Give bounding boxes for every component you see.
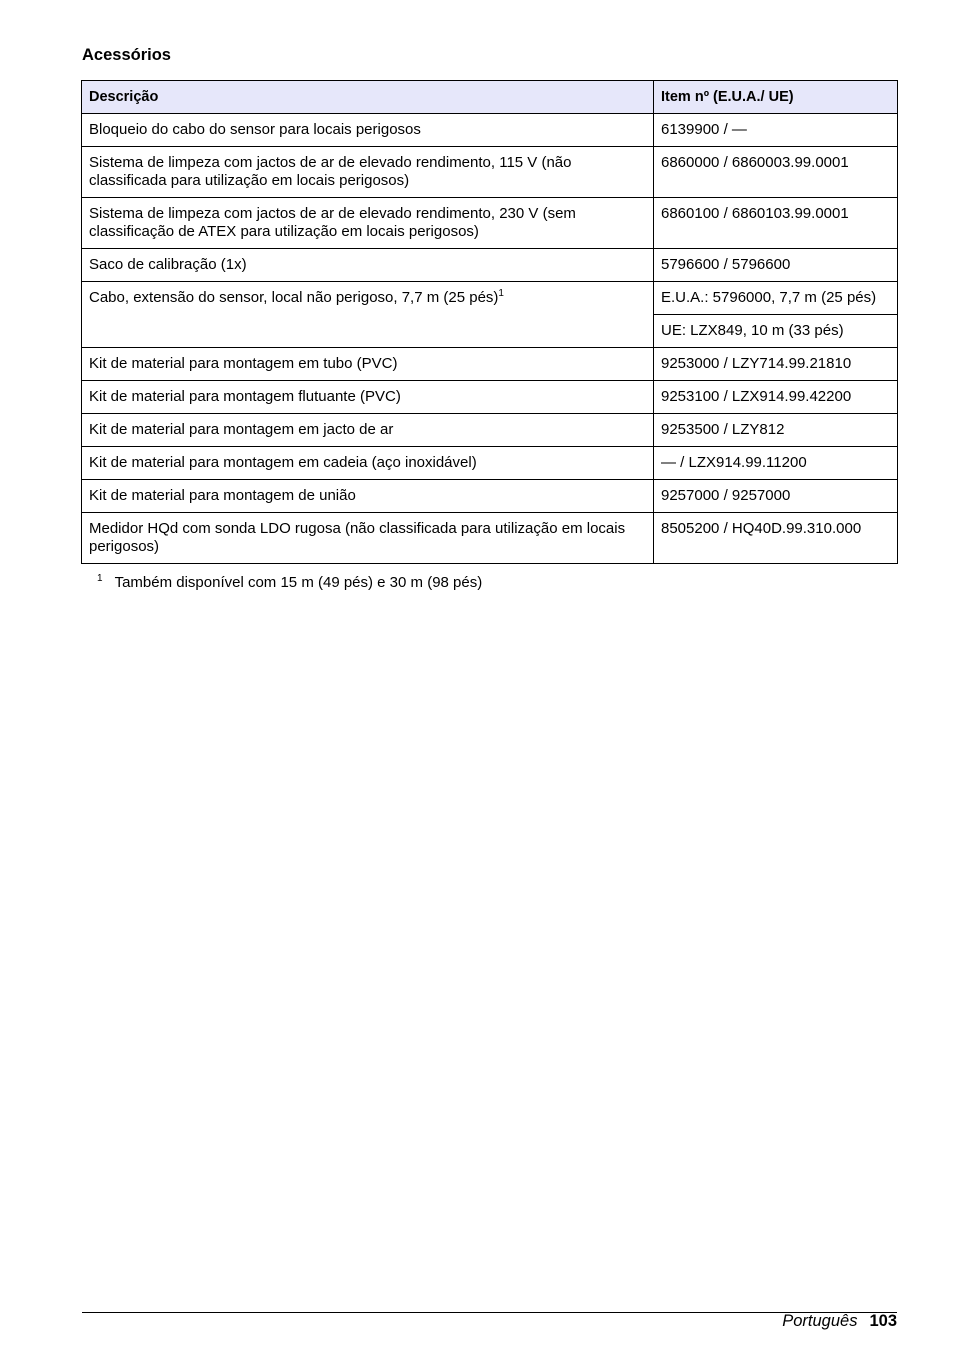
table-row [82,198,898,249]
row-item-number: — / LZX914.99.11200 [654,447,898,480]
table-row [82,414,898,447]
row-description: Kit de material para montagem flutuante (PVC) [82,381,654,414]
row-description: Kit de material para montagem de união [82,480,654,513]
row-description-text: Cabo, extensão do sensor, local não perigoso, 7,7 m (25 pés) [89,289,499,306]
row-item-number: 5796600 / 5796600 [654,249,898,282]
row-item-number: 9253000 / LZY714.99.21810 [654,348,898,381]
table-row [82,513,898,564]
accessories-table [81,80,898,564]
row-description: Sistema de limpeza com jactos de ar de elevado rendimento, 115 V (não classificada para utilização em locais perigosos) [82,147,654,198]
table-row [82,282,898,315]
table-row [82,249,898,282]
row-item-number: 6860000 / 6860003.99.0001 [654,147,898,198]
row-description: Kit de material para montagem em jacto de ar [82,414,654,447]
page-number: 103 [869,1312,897,1330]
row-description [82,282,654,348]
row-item-number: 9253100 / LZX914.99.42200 [654,381,898,414]
footer-language: Português [782,1312,858,1330]
row-item-number: 8505200 / HQ40D.99.310.000 [654,513,898,564]
table-row [82,114,898,147]
table-row [82,447,898,480]
footnote-mark: 1 [97,573,103,584]
footnote-ref: 1 [498,288,504,299]
row-description: Saco de calibração (1x) [82,249,654,282]
row-description: Medidor HQd com sonda LDO rugosa (não classificada para utilização em locais perigosos) [82,513,654,564]
table-row [82,147,898,198]
table-row [82,348,898,381]
row-description: Sistema de limpeza com jactos de ar de elevado rendimento, 230 V (sem classificação de ATEX para utilização em locais perigosos) [82,198,654,249]
row-item-number: 9257000 / 9257000 [654,480,898,513]
row-description: Kit de material para montagem em tubo (PVC) [82,348,654,381]
table-header-row [82,81,898,114]
section-title: Acessórios [82,46,171,64]
footnote [97,574,482,591]
row-description: Bloqueio do cabo do sensor para locais perigosos [82,114,654,147]
row-item-number: 9253500 / LZY812 [654,414,898,447]
page-footer [782,1312,897,1331]
row-item-number: 6860100 / 6860103.99.0001 [654,198,898,249]
row-item-number-eu: UE: LZX849, 10 m (33 pés) [654,315,898,348]
row-item-number-usa: E.U.A.: 5796000, 7,7 m (25 pés) [654,282,898,315]
footnote-text: Também disponível com 15 m (49 pés) e 30 m (98 pés) [114,574,483,591]
header-item-number: Item nº (E.U.A./ UE) [654,81,898,114]
row-description: Kit de material para montagem em cadeia (aço inoxidável) [82,447,654,480]
header-description: Descrição [82,81,654,114]
footer-divider [82,1312,897,1313]
row-item-number: 6139900 / — [654,114,898,147]
table-row [82,480,898,513]
table-row [82,381,898,414]
